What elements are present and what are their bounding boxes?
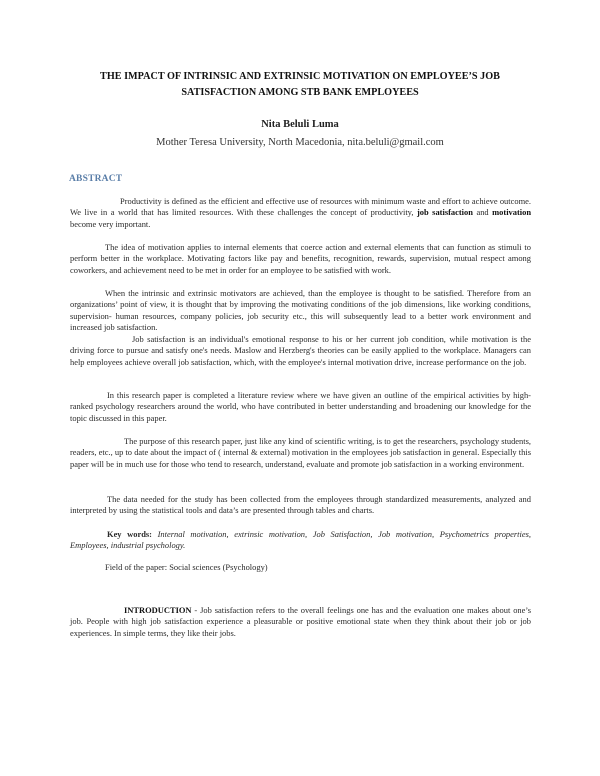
- title-line-1: THE IMPACT OF INTRINSIC AND EXTRINSIC MOTIVATION ON EMPLOYEE’S JOB: [100, 71, 500, 82]
- p1-bold-job-satisfaction: job satisfaction: [416, 207, 473, 218]
- paper-title: [50, 69, 550, 101]
- p1-end: become very important.: [70, 218, 151, 229]
- abstract-paragraph-2: The idea of motivation applies to internal elements that coerce action and external elements that can function as stimuli to perform better in the workplace. Motivating factors like pay and benefits, recognition, rewards, supervision, mutual respect among coworkers, and achievement need to be met in order for an employee to be satisfied with work.: [70, 242, 531, 275]
- p1-bold-motivation: motivation: [492, 207, 532, 218]
- abstract-paragraph-1: [70, 196, 531, 230]
- abstract-paragraph-5: In this research paper is completed a literature review where we have given an outline of the empirical activities by high-ranked psychology researchers around the world, who have contributed in better understanding and broadening our knowledge for the topic discussed in this paper.: [70, 390, 531, 423]
- author-name: Nita Beluli Luma: [261, 119, 339, 130]
- author-affiliation: Mother Teresa University, North Macedonia, nita.beluli@gmail.com: [156, 137, 444, 148]
- p1-text: Productivity is defined as the efficient and effective use of resources with minimum waste and effort to achieve outcome. We live in a world that has limited resources. With these challenges the concept of productivity,: [70, 196, 531, 218]
- introduction-text: Job satisfaction refers to the overall feelings one has and the evaluation one makes about one’s job. People with high job satisfaction experience a pleasurable or positive emotional state when they think about their job or job experiences. In simple terms, they like their jobs.: [70, 605, 532, 638]
- abstract-heading: ABSTRACT: [69, 174, 123, 184]
- abstract-paragraph-7: The data needed for the study has been collected from the employees through standardized measurements, analyzed and interpreted by using the statistical tools and data’s are presented through tables and charts.: [70, 494, 531, 516]
- introduction-paragraph: [70, 605, 531, 639]
- introduction-heading: INTRODUCTION: [124, 605, 192, 615]
- title-line-2: SATISFACTION AMONG STB BANK EMPLOYEES: [181, 87, 419, 98]
- abstract-paragraph-4: Job satisfaction is an individual's emotional response to his or her current job condition, while motivation is the driving force to pursue and satisfy one's needs. Maslow and Herzberg's theories can be easily applied to the workplace. Managers can help employees achieve overall job satisfaction, which, with the employee's internal motivation drive, increase performance on the job.: [70, 334, 531, 367]
- p1-and: and: [476, 207, 489, 218]
- keywords: [70, 529, 531, 552]
- abstract-paragraph-6: The purpose of this research paper, just like any kind of scientific writing, is to get the researchers, psychology students, readers, etc., up to date about the impact of ( internal & external) motivation in the employees job satisfaction in general. Especially this paper will be in much use for those who tend to research, understand, evaluate and promote job satisfaction in a working environment.: [70, 436, 531, 469]
- field-of-paper: Field of the paper: Social sciences (Psychology): [105, 562, 268, 572]
- keywords-label: Key words:: [107, 529, 152, 539]
- keywords-text: Internal motivation, extrinsic motivation, Job Satisfaction, Job motivation, Psychometrics properties, Employees, industrial psychology.: [70, 529, 532, 551]
- introduction-dash: -: [194, 605, 198, 615]
- abstract-paragraph-3: When the intrinsic and extrinsic motivators are achieved, than the employee is thought to be satisfied. Therefore from an organizations’ point of view, it is thought that by improving the motivating conditions of the job dimensions, like working conditions, supervision- human resources, company policies, job security etc., this will subsequently lead to a better work environment and increased job satisfaction.: [70, 288, 531, 333]
